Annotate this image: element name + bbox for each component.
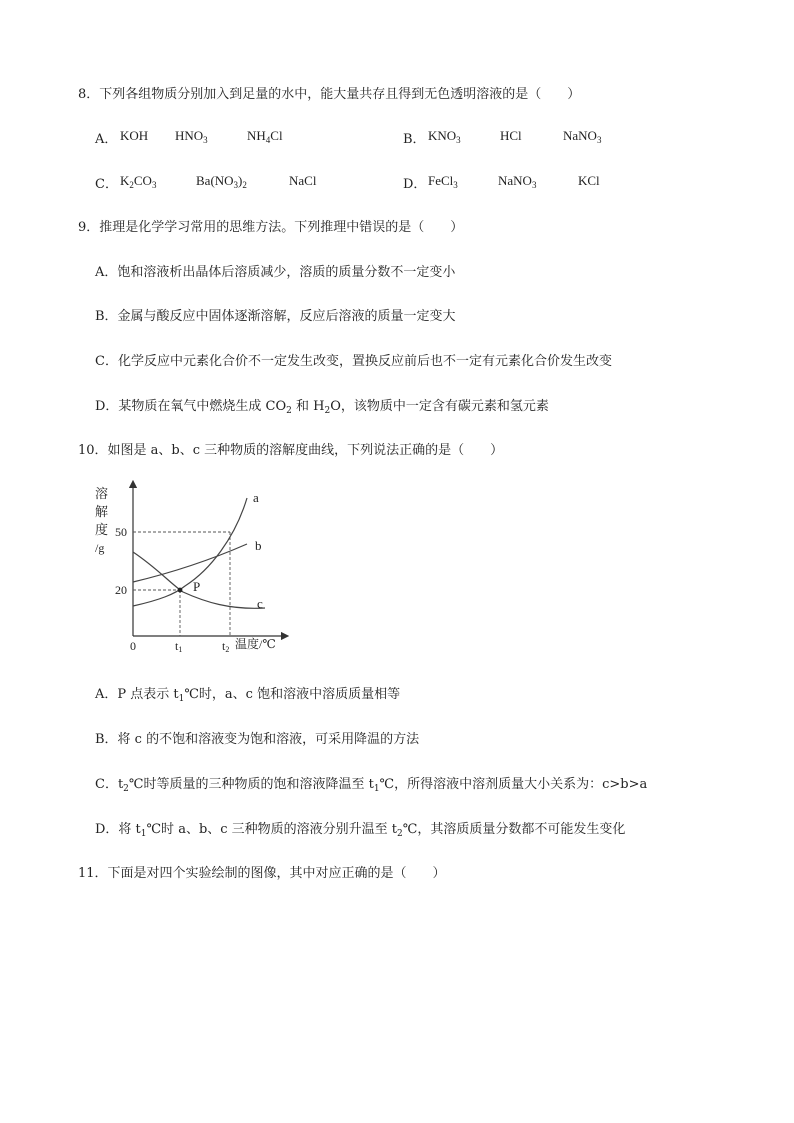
series-label-b: b [255, 538, 262, 553]
series-label-c: c [257, 596, 263, 611]
y-axis-label-4: /g [95, 541, 105, 555]
x-axis-label: 温度/℃ [235, 637, 276, 651]
option-label: B． [403, 132, 426, 147]
formula: KCl [578, 173, 600, 188]
y-axis-label-3: 度 [95, 522, 109, 537]
option-label: C． [95, 177, 118, 192]
question-stem: 下面是对四个实验绘制的图像，其中对应正确的是（ ） [107, 866, 446, 881]
question-8 [78, 83, 580, 102]
option-9a: A．饱和溶液析出晶体后溶质减少，溶质的质量分数不一定变小 [95, 265, 456, 280]
solubility-chart [85, 478, 295, 658]
y-tick-50: 50 [115, 525, 127, 539]
formula: KOH [120, 128, 149, 143]
question-stem: 下列各组物质分别加入到足量的水中，能大量共存且得到无色透明溶液的是（ ） [99, 87, 581, 102]
origin-label: 0 [130, 639, 136, 653]
question-number: 10． [78, 443, 108, 458]
question-10 [78, 439, 503, 458]
x-tick-t2: t2 [222, 639, 230, 654]
question-stem: 推理是化学学习常用的思维方法。下列推理中错误的是（ ） [99, 220, 464, 235]
option-label: D． [403, 177, 427, 192]
question-9 [78, 216, 463, 235]
question-number: 8． [78, 87, 100, 102]
question-number: 9． [78, 220, 100, 235]
option-10b: B．将 c 的不饱和溶液变为饱和溶液，可采用降温的方法 [95, 732, 420, 747]
x-tick-t1: t1 [175, 639, 183, 654]
option-9c: C．化学反应中元素化合价不一定发生改变，置换反应前后也不一定有元素化合价发生改变 [95, 354, 612, 369]
option-10a: A．P 点表示 $t_1℃$时，a、c 饱和溶液中溶质质量相等 [95, 687, 401, 704]
formula: $Ba(NO_3)_2$ [196, 173, 247, 190]
formula: NaNO$_3$ [563, 128, 602, 145]
option-9d: D．某物质在氧气中燃烧生成 $CO_2$ 和 $H_2O$，该物质中一定含有碳元素和氢元素 [95, 399, 549, 416]
formula: $K_2CO_3$ [120, 173, 157, 190]
y-tick-20: 20 [115, 583, 127, 597]
formula: $KNO_3$ [428, 128, 461, 145]
question-stem: 如图是 a、b、c 三种物质的溶解度曲线，下列说法正确的是（ ） [107, 443, 504, 458]
point-label: P [193, 579, 201, 594]
formula: FeCl$_3$ [428, 173, 458, 190]
y-axis-label-2: 解 [95, 504, 109, 519]
option-label: A． [95, 132, 118, 147]
option-10c: C．$t_2℃$时等质量的三种物质的饱和溶液降温至 $t_1℃$，所得溶液中溶剂质量大小关系为：c>b>a [95, 777, 648, 794]
option-9b: B．金属与酸反应中固体逐渐溶解，反应后溶液的质量一定变大 [95, 309, 456, 324]
formula: $HNO_3$ [175, 128, 208, 145]
formula: HCl [500, 128, 522, 143]
question-11 [78, 862, 446, 881]
formula: NaNO$_3$ [498, 173, 537, 190]
option-10d: D．将 $t_1℃$时 a、b、c 三种物质的溶液分别升温至 $t_2℃$，其溶质质量分数都不可能发生变化 [95, 822, 626, 839]
question-number: 11． [78, 866, 108, 881]
point-p [178, 588, 183, 593]
formula: NaCl [289, 173, 317, 188]
formula: $NH_4Cl$ [247, 128, 283, 145]
series-label-a: a [253, 490, 259, 505]
y-axis-label-1: 溶 [95, 486, 109, 501]
